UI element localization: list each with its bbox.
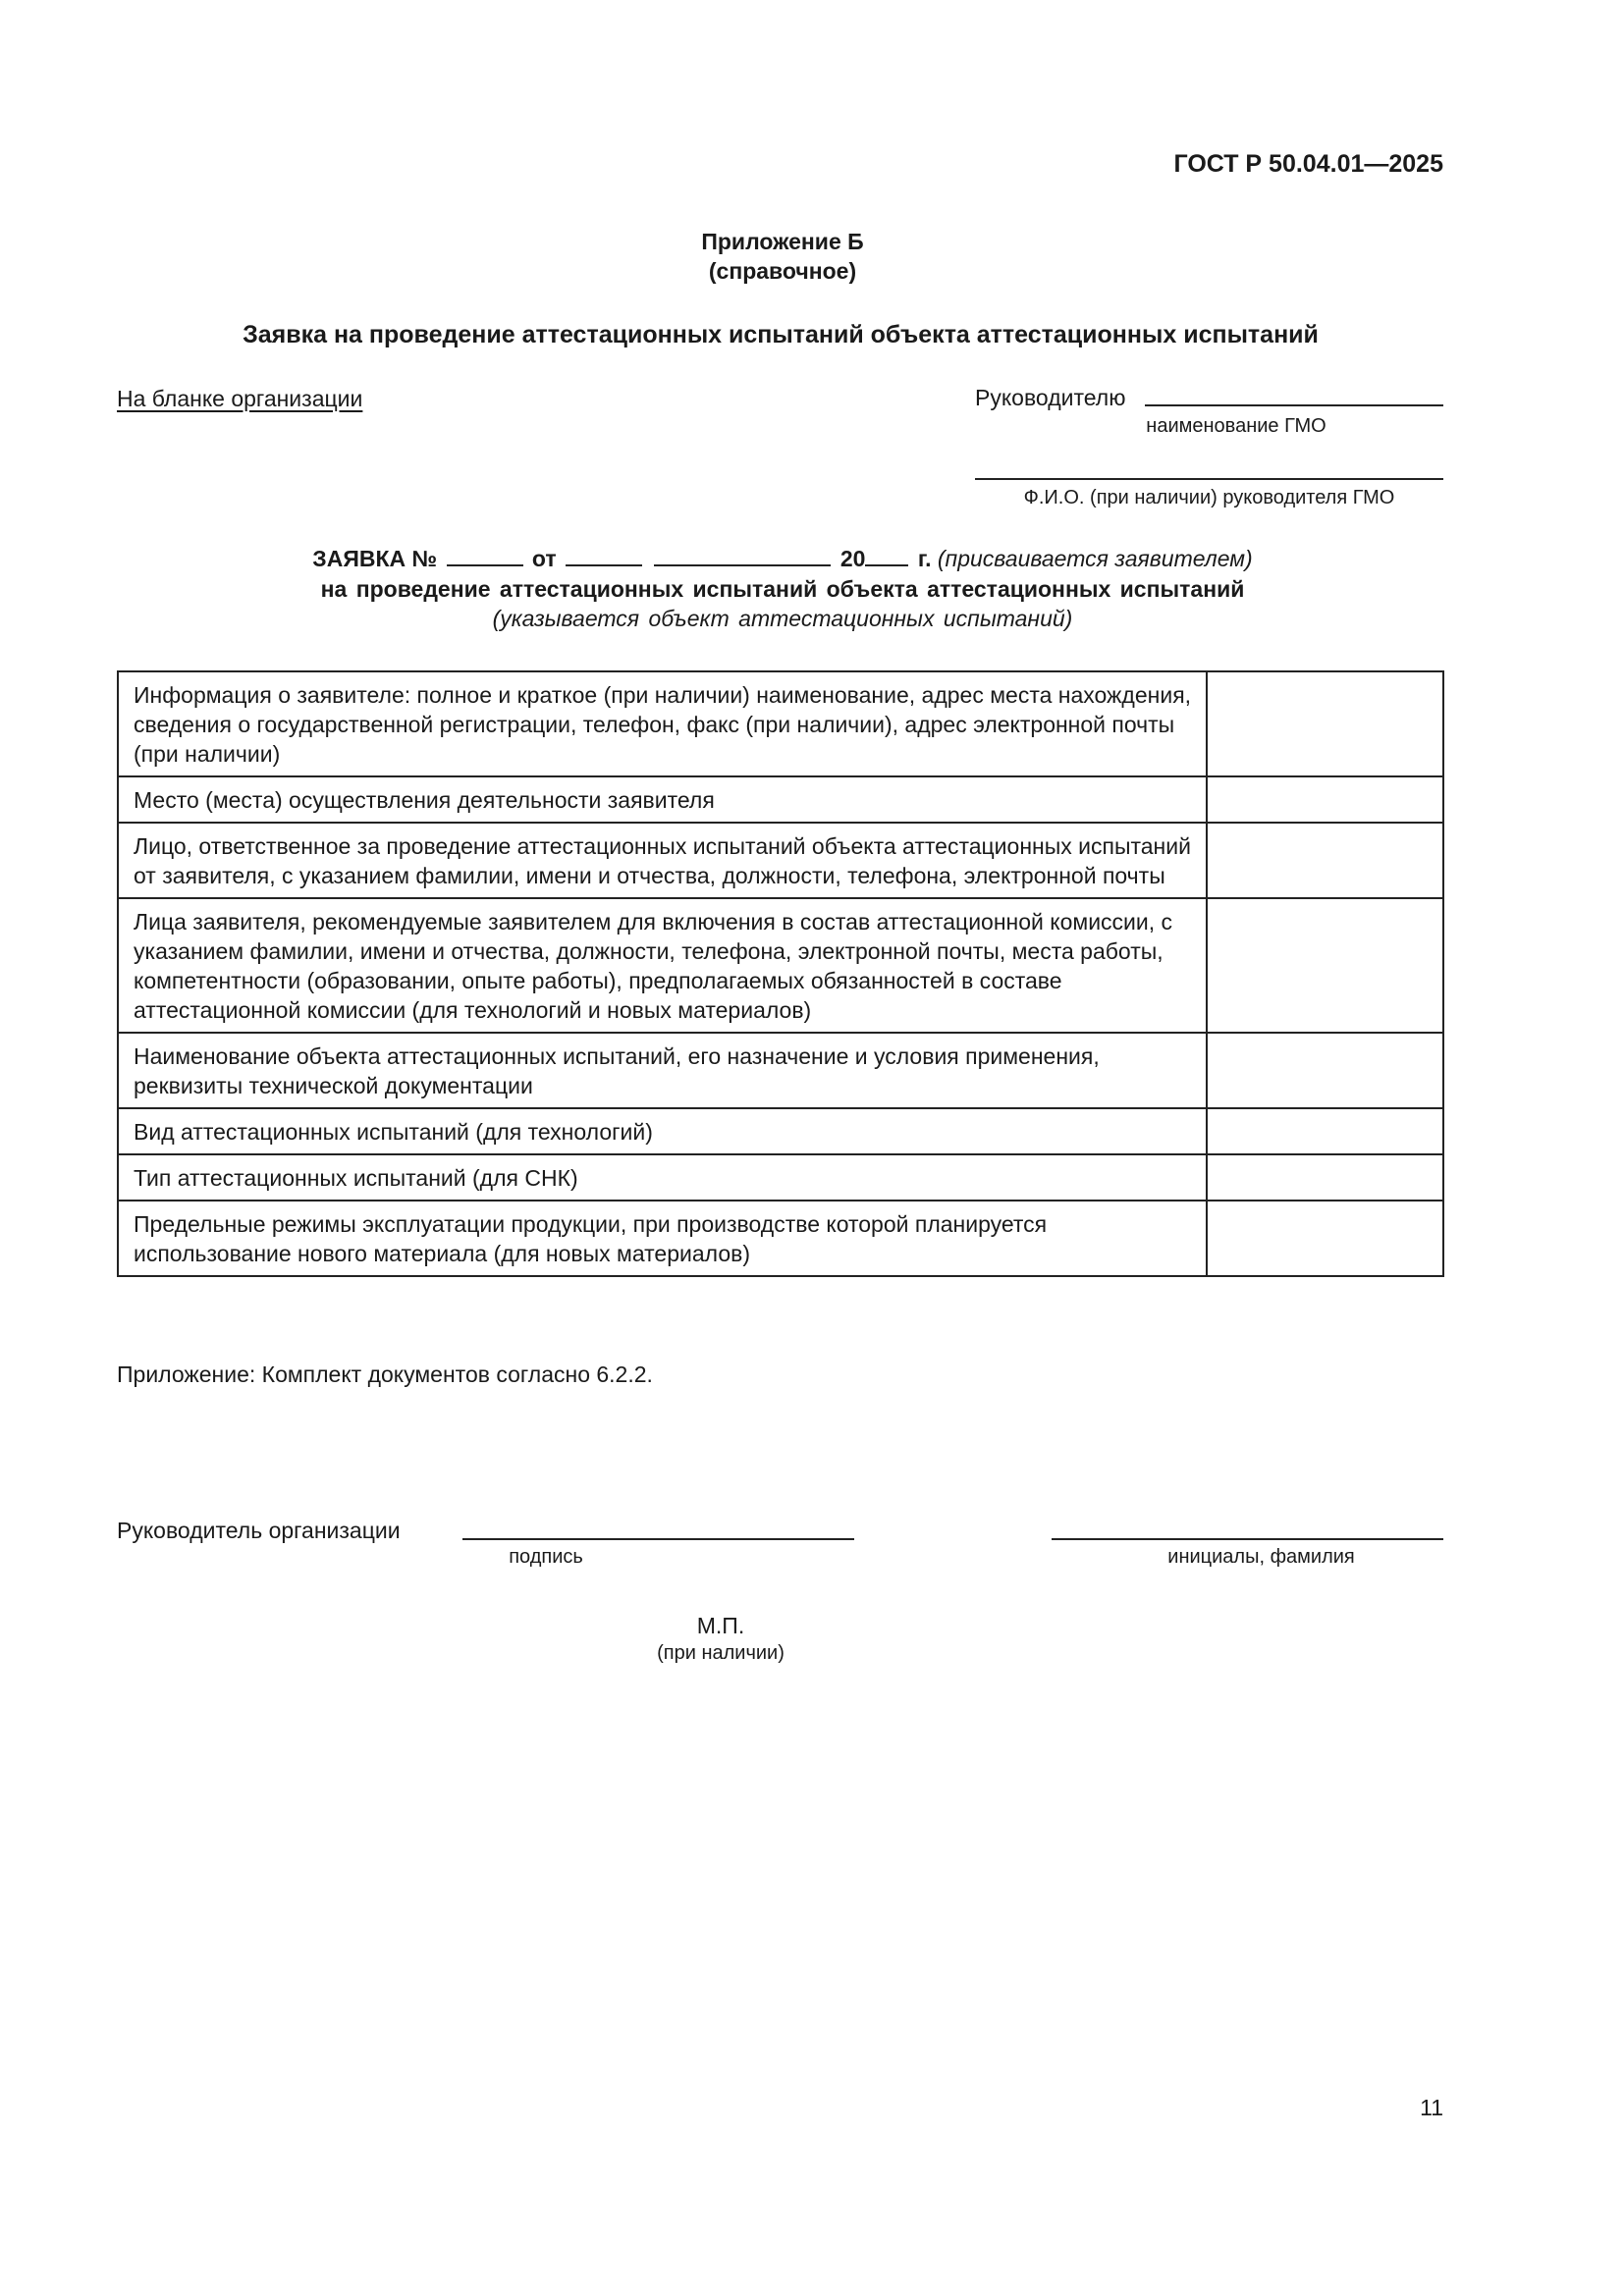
stamp-note: (при наличии) <box>657 1642 785 1664</box>
gmo-name-line[interactable] <box>1145 404 1443 406</box>
row-label: Наименование объекта аттестационных испытаний, его назначение и условия применения, реквизиты технической документации <box>118 1033 1207 1108</box>
request-from-label: от <box>531 546 557 571</box>
table-row <box>118 898 1443 1033</box>
table-row <box>118 823 1443 898</box>
attachment-note: Приложение: Комплект документов согласно 6.2.2. <box>117 1362 653 1387</box>
signer-label: Руководитель организации <box>117 1518 401 1543</box>
row-label: Предельные режимы эксплуатации продукции, при производстве которой планируется использование нового материала (для новых материалов) <box>118 1201 1207 1276</box>
request-number-blank[interactable] <box>447 547 523 566</box>
signature-line[interactable] <box>462 1538 854 1540</box>
appendix-subtitle: (справочное) <box>708 258 857 284</box>
initials-surname-line[interactable] <box>1052 1538 1443 1540</box>
table-row <box>118 1201 1443 1276</box>
table-row <box>118 1033 1443 1108</box>
request-number-line <box>0 546 1565 572</box>
signature-caption: подпись <box>509 1546 583 1568</box>
stamp-label: М.П. <box>696 1613 745 1638</box>
row-label: Лица заявителя, рекомендуемые заявителем для включения в состав аттестационной комиссии, с указанием фамилии, имени и отчества, должности, телефона, электронной почты, места работы, компетентности (образовании, опыте работы), предполагаемых обязанностей в составе аттестационной комиссии (для технологий и новых материалов) <box>118 898 1207 1033</box>
request-year-blank[interactable] <box>865 547 908 566</box>
row-label: Информация о заявителе: полное и краткое (при наличии) наименование, адрес места нахождения, сведения о государственной регистрации, телефон, факс (при наличии), адрес электронной почты (при наличии) <box>118 671 1207 776</box>
row-value-cell[interactable] <box>1207 1108 1443 1154</box>
row-label: Место (места) осуществления деятельности заявителя <box>118 776 1207 823</box>
request-day-blank[interactable] <box>566 547 642 566</box>
request-label: ЗАЯВКА № <box>312 546 438 571</box>
row-value-cell[interactable] <box>1207 898 1443 1033</box>
gmo-name-caption: наименование ГМО <box>1146 415 1326 437</box>
page-number: 11 <box>1420 2095 1443 2120</box>
appendix-title: Приложение Б <box>701 229 864 254</box>
row-value-cell[interactable] <box>1207 1154 1443 1201</box>
letterhead-note: На бланке организации <box>117 386 363 411</box>
request-subject-line: на проведение аттестационных испытаний объекта аттестационных испытаний <box>320 576 1245 602</box>
row-label: Вид аттестационных испытаний (для технологий) <box>118 1108 1207 1154</box>
row-label: Лицо, ответственное за проведение аттестационных испытаний объекта аттестационных испытаний от заявителя, с указанием фамилии, имени и отчества, должности, телефона, электронной почты <box>118 823 1207 898</box>
row-value-cell[interactable] <box>1207 671 1443 776</box>
row-value-cell[interactable] <box>1207 823 1443 898</box>
row-value-cell[interactable] <box>1207 1033 1443 1108</box>
request-year-prefix: 20 <box>839 546 866 571</box>
table-row <box>118 776 1443 823</box>
table-row <box>118 671 1443 776</box>
addressee-label: Руководителю <box>975 385 1126 410</box>
request-object-note: (указывается объект аттестационных испытаний) <box>492 606 1073 631</box>
head-fio-caption: Ф.И.О. (при наличии) руководителя ГМО <box>1023 487 1395 508</box>
request-number-note: (присваивается заявителем) <box>937 546 1253 571</box>
form-title: Заявка на проведение аттестационных испытаний объекта аттестационных испытаний <box>243 321 1319 348</box>
row-value-cell[interactable] <box>1207 1201 1443 1276</box>
row-value-cell[interactable] <box>1207 776 1443 823</box>
table-row <box>118 1154 1443 1201</box>
request-year-suffix: г. <box>917 546 932 571</box>
document-code: ГОСТ Р 50.04.01—2025 <box>1173 150 1443 178</box>
initials-surname-caption: инициалы, фамилия <box>1167 1546 1355 1568</box>
request-month-blank[interactable] <box>654 547 831 566</box>
application-table <box>117 670 1444 1277</box>
row-label: Тип аттестационных испытаний (для СНК) <box>118 1154 1207 1201</box>
head-fio-line[interactable] <box>975 478 1443 480</box>
table-row <box>118 1108 1443 1154</box>
